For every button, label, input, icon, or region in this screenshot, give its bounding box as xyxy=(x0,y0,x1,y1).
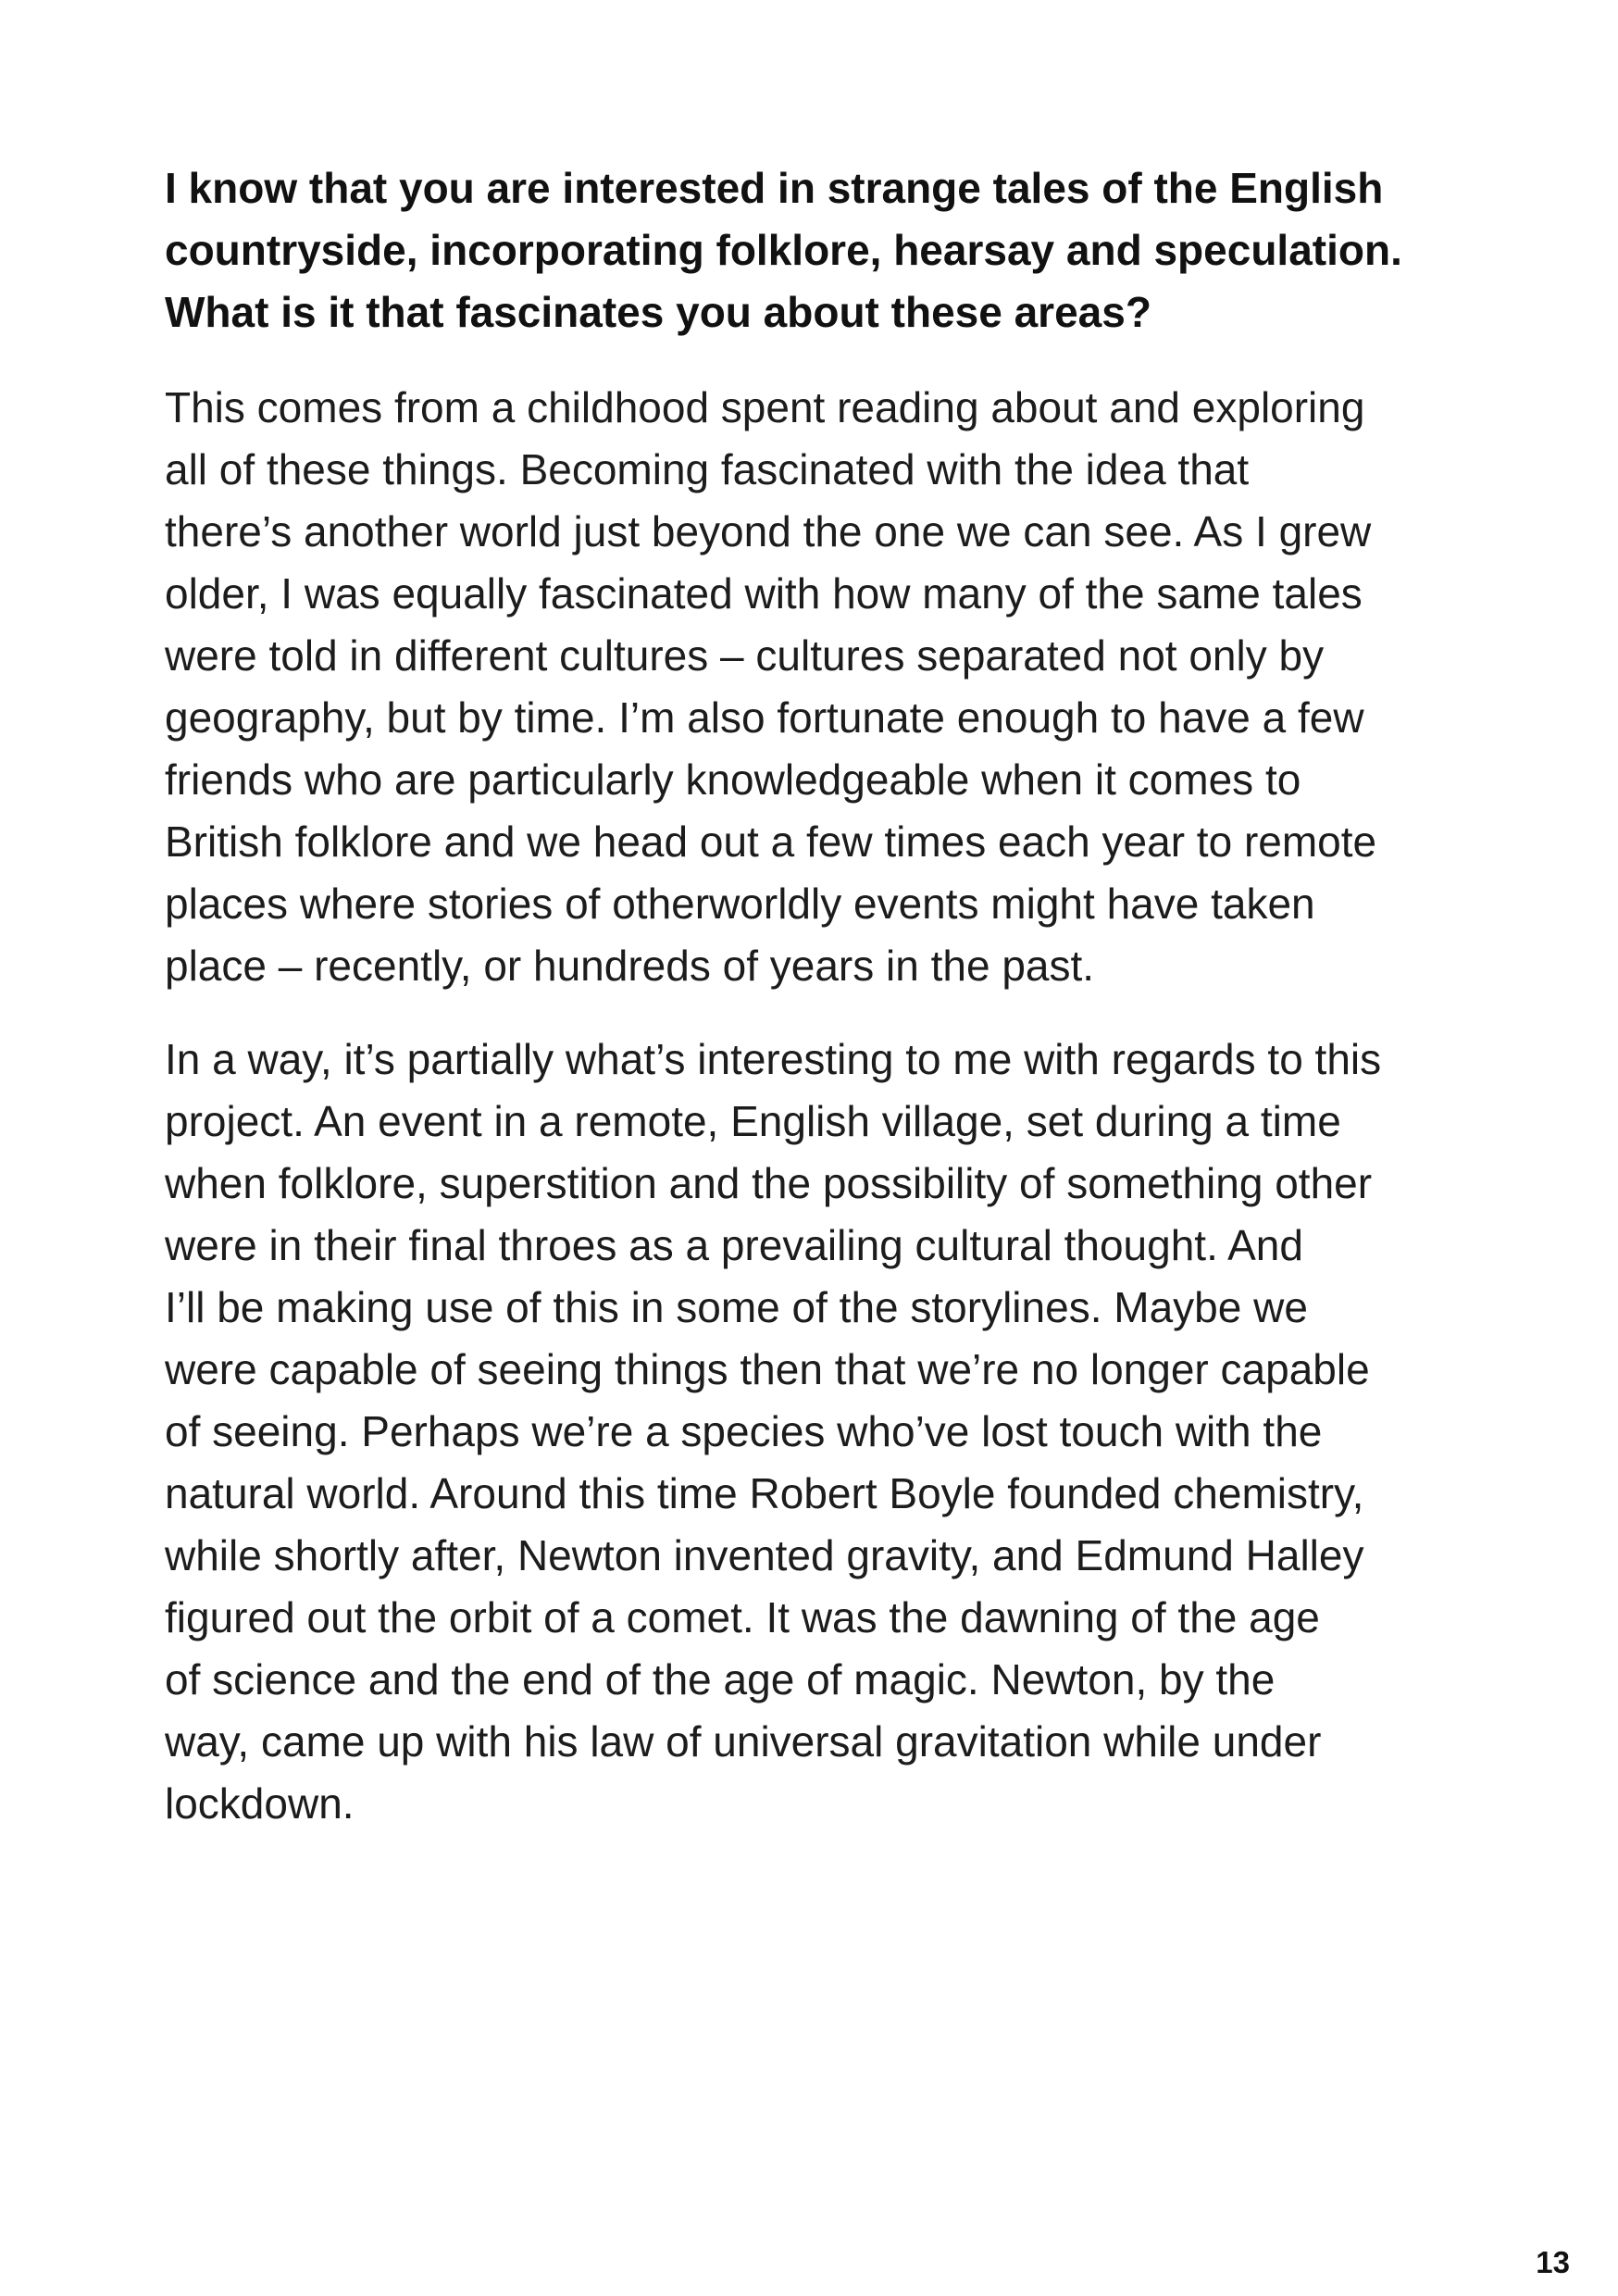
answer-line: geography, but by time. I’m also fortunate enough to have a few xyxy=(165,693,1364,742)
question-line: countryside, incorporating folklore, hearsay and speculation. xyxy=(165,226,1402,274)
answer-line: while shortly after, Newton invented gravity, and Edmund Halley xyxy=(165,1531,1364,1579)
answer-line: were in their final throes as a prevailing cultural thought. And xyxy=(165,1221,1303,1269)
answer-line: all of these things. Becoming fascinated with the idea that xyxy=(165,445,1250,493)
answer-line: places where stories of otherworldly events might have taken xyxy=(165,880,1315,928)
answer-line: were capable of seeing things then that we’re no longer capable xyxy=(165,1345,1370,1393)
answer-line: This comes from a childhood spent reading about and exploring xyxy=(165,383,1365,431)
page-content xyxy=(165,157,1479,1866)
answer-line: In a way, it’s partially what’s interesting to me with regards to this xyxy=(165,1035,1382,1083)
page-number: 13 xyxy=(1536,2245,1570,2279)
answer-line: there’s another world just beyond the one we can see. As I grew xyxy=(165,507,1372,555)
answer-line: older, I was equally fascinated with how many of the same tales xyxy=(165,569,1363,618)
answer-line: of seeing. Perhaps we’re a species who’ve lost touch with the xyxy=(165,1407,1323,1455)
answer-line: figured out the orbit of a comet. It was the dawning of the age xyxy=(165,1593,1320,1641)
answer-paragraph-2 xyxy=(165,1029,1479,1835)
answer-line: place – recently, or hundreds of years in the past. xyxy=(165,942,1095,990)
answer-line: lockdown. xyxy=(165,1779,355,1828)
answer-line: I’ll be making use of this in some of the storylines. Maybe we xyxy=(165,1283,1308,1331)
answer-line: way, came up with his law of universal gravitation while under xyxy=(165,1717,1322,1766)
answer-paragraph-1 xyxy=(165,377,1479,997)
answer-line: of science and the end of the age of magic. Newton, by the xyxy=(165,1655,1276,1703)
answer-line: when folklore, superstition and the possibility of something other xyxy=(165,1159,1373,1207)
question-line: I know that you are interested in strange tales of the English xyxy=(165,164,1384,212)
answer-line: natural world. Around this time Robert Boyle founded chemistry, xyxy=(165,1469,1364,1517)
answer-line: project. An event in a remote, English village, set during a time xyxy=(165,1097,1341,1145)
question-line: What is it that fascinates you about these areas? xyxy=(165,288,1151,336)
interview-question xyxy=(165,157,1479,343)
answer-line: were told in different cultures – cultures separated not only by xyxy=(165,631,1325,680)
answer-line: British folklore and we head out a few times each year to remote xyxy=(165,817,1377,866)
answer-line: friends who are particularly knowledgeable when it comes to xyxy=(165,755,1301,804)
